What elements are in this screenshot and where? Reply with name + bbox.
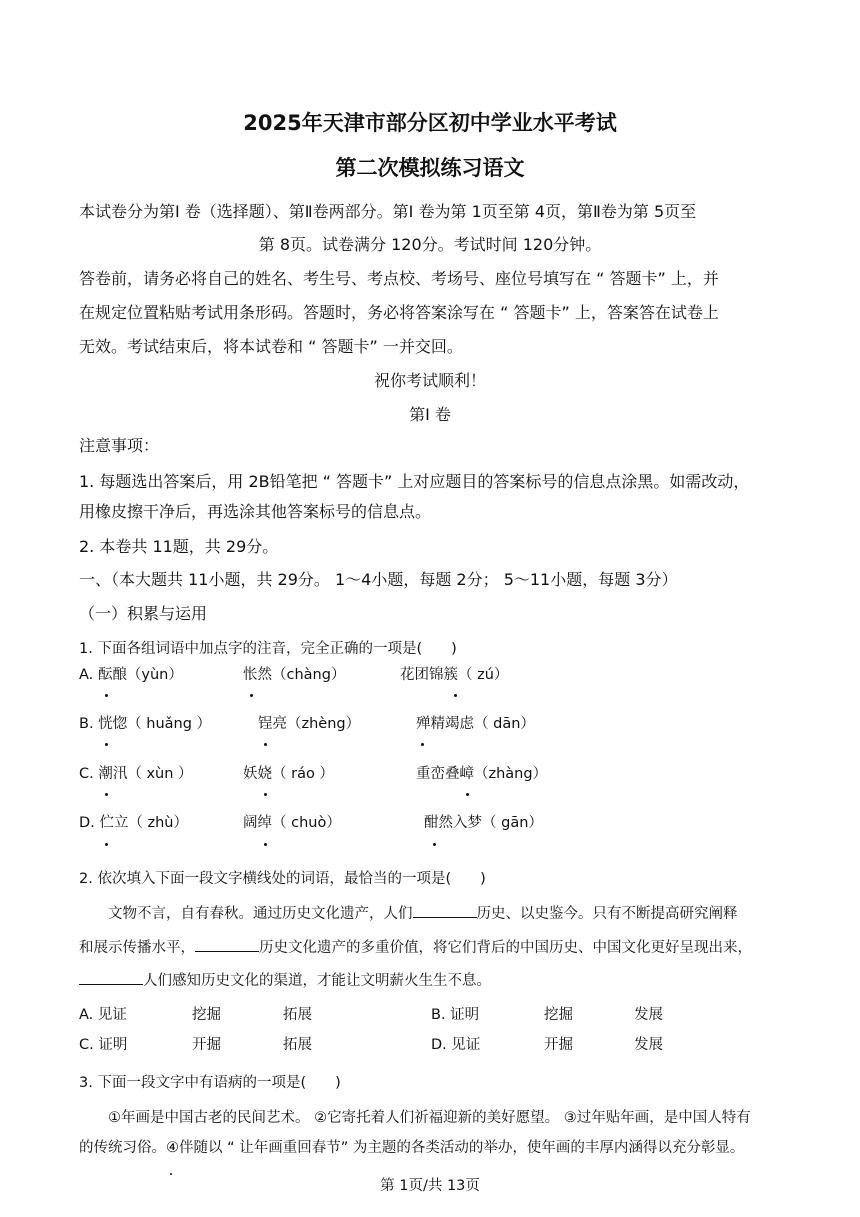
exam-title-line2: 第二次模拟练习语文 xyxy=(335,156,525,180)
notes-title: 注意事项： xyxy=(79,436,160,455)
q1-d-word2: 阔绰（ chuò） xyxy=(243,815,341,831)
q1-a-word1: A. 酝酿（yùn） xyxy=(79,667,183,683)
q1-a-word2: 怅然（chàng） xyxy=(243,667,346,683)
q2-c-word3: 拓展 xyxy=(283,1037,312,1053)
q2-a-word1: A. 见证 xyxy=(79,1007,127,1023)
intro-line2: 第 8页。试卷满分 120分。考试时间 120分钟。 xyxy=(258,235,602,254)
q2-c-word1: C. 证明 xyxy=(79,1037,128,1053)
q2-passage-line2 xyxy=(79,936,752,957)
note1-line1: 1. 每题选出答案后，用 2B铅笔把 “ 答题卡” 上对应题目的答案标号的信息点涂黑。如需改动， xyxy=(79,472,750,491)
subsection1-heading: （一）积累与运用 xyxy=(79,604,208,623)
instructions-line2: 在规定位置粘贴考试用条形码。答题时，务必将答案涂写在 “ 答题卡” 上，答案答在试卷上 xyxy=(79,303,719,322)
q2-passage-text: 文物不言，自有春秋。通过历史文化遗产，人们 xyxy=(108,906,413,922)
q2-passage-line3 xyxy=(79,969,491,990)
q1-c-word1: C. 潮汛（ xùn ） xyxy=(79,766,193,782)
q2-passage-text: 和展示传播水平， xyxy=(79,940,195,956)
q1-b-word1: B. 恍惚（ huǎng ） xyxy=(79,716,212,732)
emphasis-dot xyxy=(105,793,108,796)
emphasis-dot xyxy=(466,793,469,796)
emphasis-dot xyxy=(105,843,108,846)
emphasis-dot xyxy=(421,743,424,746)
q3-passage-line1: ①年画是中国古老的民间艺术。 ②它寄托着人们祈福迎新的美好愿望。 ③过年贴年画，是中国人特有 xyxy=(108,1110,751,1126)
fill-blank xyxy=(195,937,259,952)
q1-stem: 1. 下面各组词语中加点字的注音，完全正确的一项是( ) xyxy=(79,641,457,657)
q2-d-word1: D. 见证 xyxy=(431,1037,481,1053)
q2-passage-text: 人们感知历史文化的渠道，才能让文明薪火生生不息。 xyxy=(143,973,491,989)
exam-title-line1: 2025年天津市部分区初中学业水平考试 xyxy=(243,111,617,135)
emphasis-dot xyxy=(264,843,267,846)
q2-a-word3: 拓展 xyxy=(283,1007,312,1023)
section1-heading: 一、（本大题共 11小题，共 29分。 1～4小题，每题 2分； 5～11小题，每题 3分） xyxy=(79,570,678,589)
q2-c-word2: 开掘 xyxy=(192,1037,221,1053)
q2-a-word2: 挖掘 xyxy=(192,1007,221,1023)
q2-b-word1: B. 证明 xyxy=(431,1007,480,1023)
q2-passage-text: 历史文化遗产的多重价值，将它们背后的中国历史、中国文化更好呈现出来， xyxy=(259,940,752,956)
note2: 2. 本卷共 11题，共 29分。 xyxy=(79,537,279,556)
q2-b-word3: 发展 xyxy=(634,1007,663,1023)
q2-passage-line1 xyxy=(108,902,738,923)
instructions-line1: 答卷前，请务必将自己的姓名、考生号、考点校、考场号、座位号填写在 “ 答题卡” 上，并 xyxy=(79,269,719,288)
page-footer: 第 1页/共 13页 xyxy=(380,1178,480,1194)
emphasis-dot xyxy=(105,694,108,697)
emphasis-dot xyxy=(105,743,108,746)
fill-blank xyxy=(413,903,477,918)
instructions-line3: 无效。考试结束后，将本试卷和 “ 答题卡” 一并交回。 xyxy=(79,337,463,356)
wish-text: 祝你考试顺利！ xyxy=(373,371,486,390)
emphasis-dot xyxy=(264,793,267,796)
q1-c-word2: 妖娆（ ráo ） xyxy=(243,766,334,782)
q1-d-word3: 酣然入梦（ gān） xyxy=(424,815,543,831)
q1-d-word1: D. 伫立（ zhù） xyxy=(79,815,188,831)
emphasis-dot xyxy=(264,743,267,746)
q1-b-word3: 殚精竭虑（ dān） xyxy=(416,716,535,732)
q1-b-word2: 锃亮（zhèng） xyxy=(258,716,361,732)
q3-passage-line2: 的传统习俗。④伴随以 “ 让年画重回春节” 为主题的各类活动的举办，使年画的丰厚内涵得以充分彰显。 xyxy=(79,1140,745,1156)
part1-title: 第Ⅰ 卷 xyxy=(409,405,451,424)
q3-stem: 3. 下面一段文字中有语病的一项是( ) xyxy=(79,1075,341,1091)
intro-line1: 本试卷分为第Ⅰ 卷（选择题）、第Ⅱ卷两部分。第Ⅰ 卷为第 1页至第 4页，第Ⅱ卷为第 5页至 xyxy=(79,202,697,221)
fill-blank xyxy=(79,970,143,985)
emphasis-dot xyxy=(433,843,436,846)
q2-stem: 2. 依次填入下面一段文字横线处的词语，最恰当的一项是( ) xyxy=(79,871,486,887)
q2-b-word2: 挖掘 xyxy=(544,1007,573,1023)
q2-d-word2: 开掘 xyxy=(544,1037,573,1053)
q1-a-word3: 花团锦簇（ zú） xyxy=(400,667,509,683)
q2-passage-text: 历史、以史鉴今。只有不断提高研究阐释 xyxy=(476,906,738,922)
emphasis-dot xyxy=(454,694,457,697)
emphasis-dot xyxy=(250,694,253,697)
q2-d-word3: 发展 xyxy=(634,1037,663,1053)
q1-c-word3: 重峦叠嶂（zhàng） xyxy=(416,766,548,782)
note1-line2: 用橡皮擦干净后，再选涂其他答案标号的信息点。 xyxy=(79,502,432,521)
